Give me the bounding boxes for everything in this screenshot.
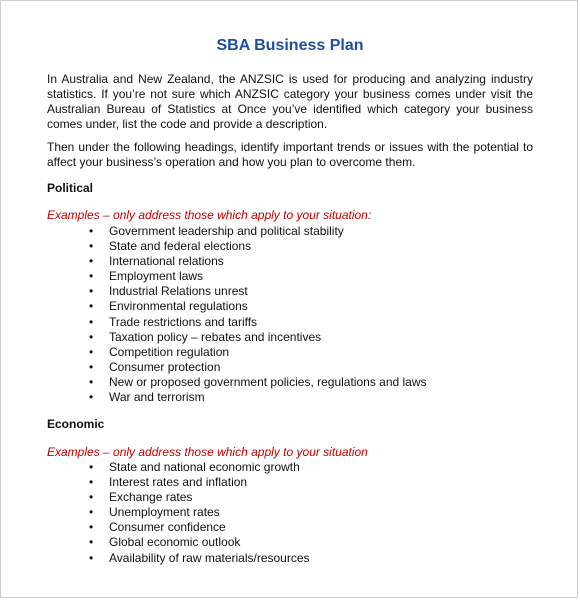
list-item-text: Environmental regulations xyxy=(109,299,248,314)
list-item xyxy=(89,359,427,375)
list-item-text: Consumer confidence xyxy=(109,520,226,535)
bullet-icon: • xyxy=(89,475,94,490)
list-item xyxy=(89,490,310,505)
bullet-icon: • xyxy=(89,344,94,359)
list-item-text: War and terrorism xyxy=(109,390,205,405)
list-item xyxy=(89,520,310,535)
list-item xyxy=(89,269,427,284)
bullet-icon: • xyxy=(89,550,94,565)
bullet-icon: • xyxy=(89,490,94,505)
list-item-text: Competition regulation xyxy=(109,344,230,359)
list-item xyxy=(89,460,310,475)
list-item-text: New or proposed government policies, regulations and laws xyxy=(109,374,427,389)
list-item-text: Trade restrictions and tariffs xyxy=(109,314,258,329)
list-item-text: State and federal elections xyxy=(109,239,252,254)
page-title: SBA Business Plan xyxy=(216,37,364,54)
bullet-icon: • xyxy=(89,299,94,314)
bullet-icon: • xyxy=(89,374,94,389)
list-item-text: Availability of raw materials/resources xyxy=(109,550,310,565)
instruction-paragraph: Then under the following headings, identify important trends or issues with the potential to affect your business’s operation and how you plan to overcome them. xyxy=(47,140,533,169)
intro-paragraph: In Australia and New Zealand, the ANZSIC is used for producing and analyzing industry statistics. If you’re not sure which ANZSIC category your business comes under visit the Australian Bureau of Statistics at Once you’ve identified which category your business comes under, list the code and provide a description. xyxy=(47,72,533,131)
list-item xyxy=(89,535,310,550)
section-heading-political: Political xyxy=(47,181,94,195)
list-item-text: Unemployment rates xyxy=(109,505,220,520)
list-item-text: International relations xyxy=(109,254,224,269)
list-item-text: State and national economic growth xyxy=(109,460,300,474)
bullet-icon: • xyxy=(89,254,94,269)
examples-note-political: Examples – only address those which apply to your situation: xyxy=(47,208,372,222)
bullet-icon: • xyxy=(89,224,94,238)
list-item-text: Consumer protection xyxy=(109,359,221,374)
bullet-icon: • xyxy=(89,269,94,284)
list-item-text: Industrial Relations unrest xyxy=(109,284,248,299)
bullet-icon: • xyxy=(89,460,94,474)
bullet-icon: • xyxy=(89,520,94,535)
list-item xyxy=(89,224,427,239)
examples-note-economic: Examples – only address those which apply to your situation xyxy=(47,445,368,459)
bullet-list-political xyxy=(89,224,427,405)
bullet-icon: • xyxy=(89,390,94,405)
list-item xyxy=(89,390,427,405)
list-item xyxy=(89,254,427,269)
list-item-text: Interest rates and inflation xyxy=(109,475,248,490)
bullet-icon: • xyxy=(89,284,94,299)
bullet-icon: • xyxy=(89,329,94,344)
bullet-icon: • xyxy=(89,535,94,550)
list-item xyxy=(89,329,427,345)
list-item-text: Taxation policy – rebates and incentives xyxy=(109,329,322,344)
list-item-text: Exchange rates xyxy=(109,490,193,505)
list-item xyxy=(89,475,310,490)
list-item-text: Government leadership and political stability xyxy=(109,224,344,238)
list-item xyxy=(89,239,427,254)
list-item xyxy=(89,550,310,566)
list-item xyxy=(89,314,427,330)
bullet-list-economic xyxy=(89,460,310,566)
bullet-icon: • xyxy=(89,314,94,329)
list-item xyxy=(89,374,427,390)
list-item xyxy=(89,284,427,299)
list-item-text: Global economic outlook xyxy=(109,535,241,550)
list-item xyxy=(89,344,427,360)
list-item xyxy=(89,505,310,520)
bullet-icon: • xyxy=(89,359,94,374)
list-item xyxy=(89,299,427,314)
list-item-text: Employment laws xyxy=(109,269,204,284)
section-heading-economic: Economic xyxy=(47,417,105,431)
bullet-icon: • xyxy=(89,239,94,254)
bullet-icon: • xyxy=(89,505,94,520)
